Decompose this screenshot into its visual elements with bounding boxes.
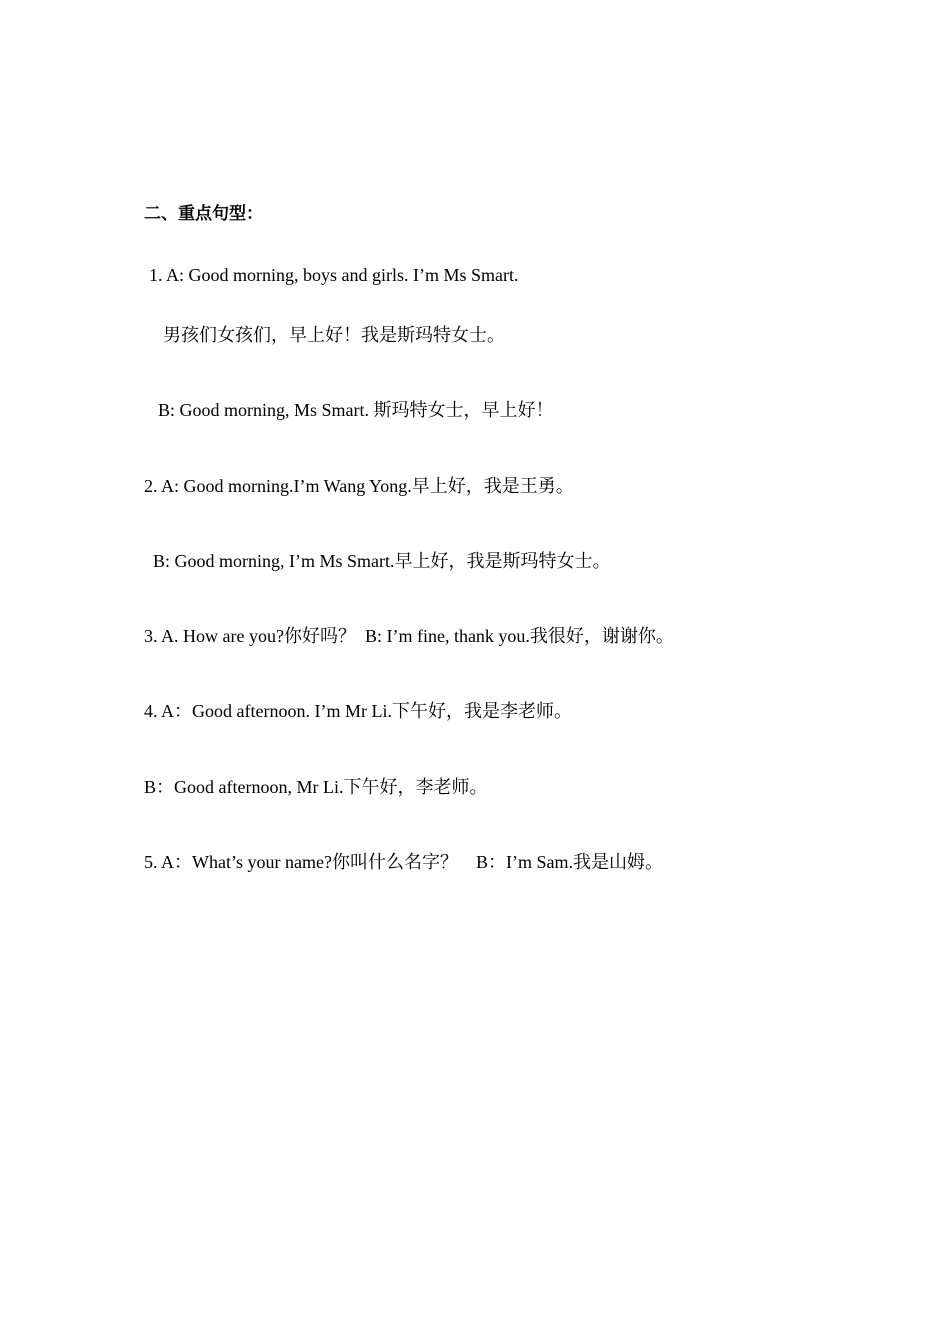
sentence-4-a: 4. A：Good afternoon. I’m Mr Li.下午好，我是李老师。 xyxy=(144,701,572,721)
sentence-3: 3. A. How are you?你好吗？ B: I’m fine, thank you.我很好，谢谢你。 xyxy=(144,626,674,646)
sentence-2-a: 2. A: Good morning.I’m Wang Yong.早上好，我是王勇。 xyxy=(144,476,574,496)
sentence-1-b: B: Good morning, Ms Smart. 斯玛特女士，早上好！ xyxy=(158,400,554,420)
sentence-5: 5. A：What’s your name?你叫什么名字？ B：I’m Sam.我是山姆。 xyxy=(144,852,663,872)
sentence-1-a: 1. A: Good morning, boys and girls. I’m Ms Smart. xyxy=(149,265,519,285)
sentence-1-a-translation: 男孩们女孩们，早上好！我是斯玛特女士。 xyxy=(163,325,505,345)
section-heading: 二、重点句型： xyxy=(144,204,263,224)
sentence-4-b: B：Good afternoon, Mr Li.下午好，李老师。 xyxy=(144,777,488,797)
sentence-2-b: B: Good morning, I’m Ms Smart.早上好，我是斯玛特女士。 xyxy=(153,551,611,571)
